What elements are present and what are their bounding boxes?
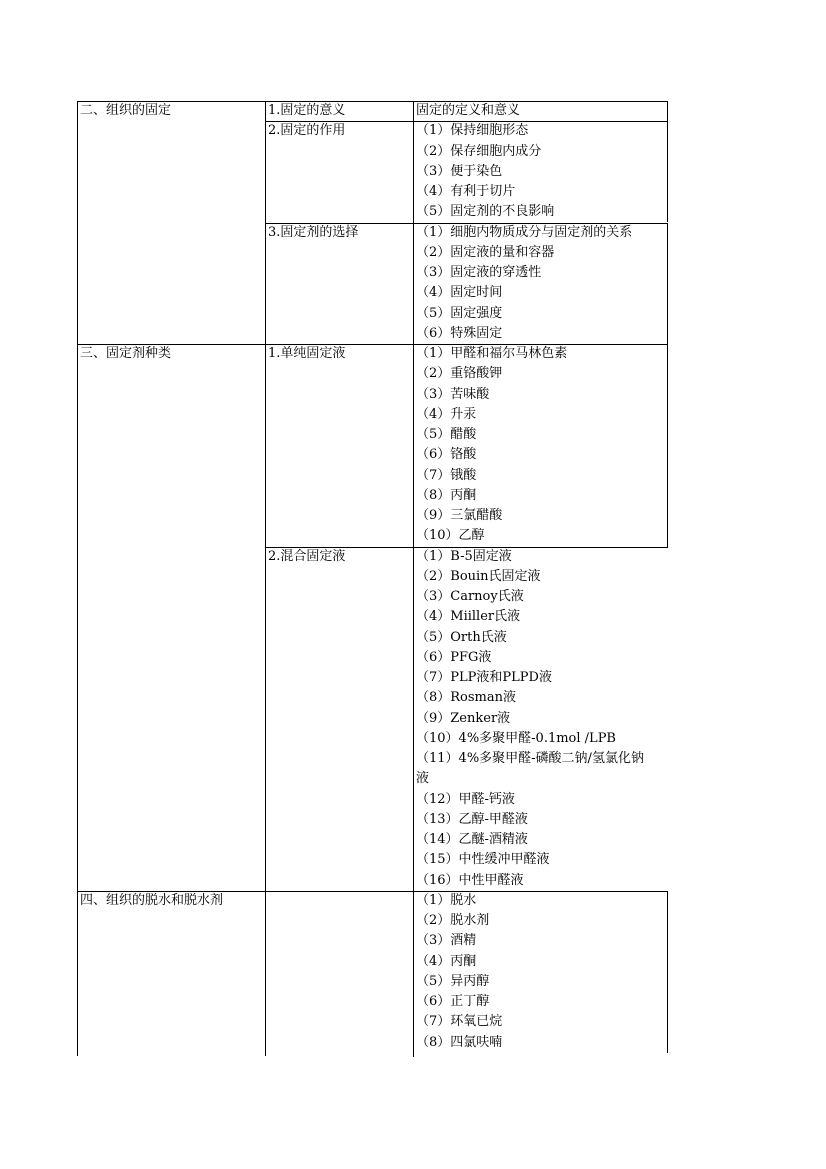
group-label: 1.单纯固定液 <box>268 346 346 361</box>
item-text: （1）B-5固定液 <box>416 549 512 564</box>
grid-line-vertical <box>667 344 668 547</box>
grid-line-vertical <box>413 142 414 1057</box>
group-label: 3.固定剂的选择 <box>268 225 359 240</box>
item-text: （14）乙醚-酒精液 <box>416 832 528 847</box>
grid-line-horizontal <box>265 101 668 102</box>
item-text: （5）醋酸 <box>416 427 477 442</box>
item-text: （7）环氧已烷 <box>416 1014 503 1029</box>
group-label: 2.混合固定液 <box>268 549 346 564</box>
item-text: （1）保持细胞形态 <box>416 123 529 138</box>
item-text: （6）铬酸 <box>416 447 477 462</box>
item-text: （3）酒精 <box>416 933 477 948</box>
item-text: （12）甲醛-钙液 <box>416 792 515 807</box>
item-text: （6）特殊固定 <box>416 326 503 341</box>
item-text: （2）固定液的量和容器 <box>416 245 555 260</box>
item-text: （2）Bouin氏固定液 <box>416 569 541 584</box>
item-text: （15）中性缓冲甲醛液 <box>416 852 550 867</box>
item-text: （5）固定剂的不良影响 <box>416 204 555 219</box>
item-text: 固定的定义和意义 <box>416 103 521 118</box>
item-text: （8）四氯呋喃 <box>416 1035 503 1050</box>
item-text: （9）三氯醋酸 <box>416 508 503 523</box>
item-text: （5）Orth氏液 <box>416 630 507 645</box>
grid-line-horizontal <box>265 547 668 548</box>
item-text: （4）丙酮 <box>416 954 477 969</box>
section-title: 三、固定剂种类 <box>80 346 172 361</box>
item-text: （3）苦味酸 <box>416 387 490 402</box>
grid-line-vertical <box>667 101 668 121</box>
item-text: （7）PLP液和PLPD液 <box>416 670 552 685</box>
item-text: （1）甲醛和福尔马林色素 <box>416 346 568 361</box>
item-text: （6）PFG液 <box>416 650 492 665</box>
item-text: （4）固定时间 <box>416 285 503 300</box>
grid-line-vertical <box>667 223 668 345</box>
item-text: （1）细胞内物质成分与固定剂的关系 <box>416 225 633 240</box>
item-text: （2）保存细胞内成分 <box>416 144 542 159</box>
item-text: （8）Rosman液 <box>416 690 517 705</box>
item-text: （4）Miiller氏液 <box>416 609 521 624</box>
item-text: （16）中性甲醛液 <box>416 873 524 888</box>
item-text: （11）4%多聚甲醛-磷酸二钠/氢氯化钠 <box>416 751 644 766</box>
grid-line-vertical <box>667 891 668 1053</box>
item-text: 液 <box>416 771 430 786</box>
item-text: （4）升汞 <box>416 407 477 422</box>
grid-line-horizontal <box>77 891 266 892</box>
grid-line-horizontal <box>265 121 668 122</box>
item-text: （10）乙醇 <box>416 528 485 543</box>
item-text: （1）脱水 <box>416 893 477 908</box>
grid-line-vertical <box>413 101 414 142</box>
grid-line-vertical <box>265 101 266 1056</box>
section-title: 四、组织的脱水和脱水剂 <box>80 893 224 908</box>
item-text: （3）便于染色 <box>416 164 503 179</box>
item-text: （6）正丁醇 <box>416 994 490 1009</box>
group-label: 2.固定的作用 <box>268 123 346 138</box>
grid-line-horizontal <box>265 891 668 892</box>
item-text: （8）丙酮 <box>416 488 477 503</box>
grid-line-horizontal <box>265 223 668 224</box>
item-text: （2）脱水剂 <box>416 913 490 928</box>
grid-line-horizontal <box>265 344 668 345</box>
item-text: （3）固定液的穿透性 <box>416 265 542 280</box>
section-title: 二、组织的固定 <box>80 103 172 118</box>
grid-line-vertical <box>77 101 78 1056</box>
item-text: （7）锇酸 <box>416 468 477 483</box>
item-text: （2）重铬酸钾 <box>416 366 503 381</box>
item-text: （4）有利于切片 <box>416 184 516 199</box>
grid-line-vertical <box>667 121 668 222</box>
item-text: （10）4%多聚甲醛-0.1mol /LPB <box>416 731 616 746</box>
item-text: （3）Carnoy氏液 <box>416 589 524 604</box>
grid-line-horizontal <box>77 344 266 345</box>
item-text: （9）Zenker液 <box>416 711 511 726</box>
item-text: （5）固定强度 <box>416 306 503 321</box>
grid-line-horizontal <box>77 101 266 102</box>
group-label: 1.固定的意义 <box>268 103 346 118</box>
item-text: （5）异丙醇 <box>416 974 490 989</box>
item-text: （13）乙醇-甲醛液 <box>416 812 528 827</box>
